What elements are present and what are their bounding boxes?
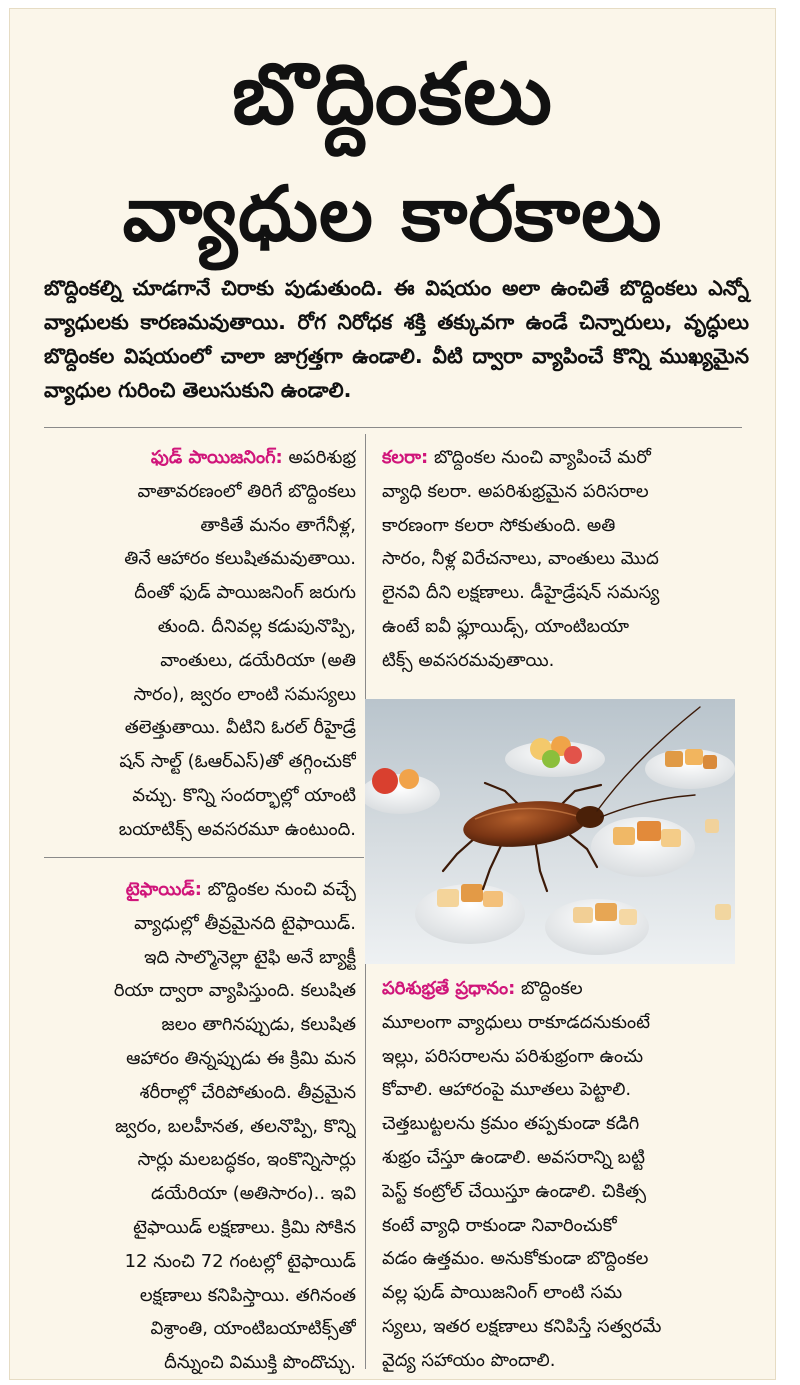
headline-line-1: బొద్దింకలు [232,45,553,143]
section-text-line: తినే ఆహారం కలుషితమవుతాయి. [124,548,356,570]
section-heading-food-poisoning: ఫుడ్ పాయిజనింగ్: [150,447,283,468]
section-heading-cholera: కలరా: [382,447,429,468]
section-text-line: బొద్దింకల నుంచి వ్యాపించే మరో [433,447,651,468]
section-text-line: బయాటిక్స్ అవసరమూ ఉంటుంది. [118,818,356,840]
section-text-line: మూలంగా వ్యాధులు రాకూడదనుకుంటే [382,1011,650,1033]
section-text-line: జ్వరం, బలహీనత, తలనొప్పి, కొన్ని [115,1115,356,1137]
section-text-line: కారణంగా కలరా సోకుతుంది. అతి [382,514,616,536]
section-text-line: వైద్య సహాయం పొందాలి. [382,1349,556,1371]
section-text-line: శరీరాల్లో చేరిపోతుంది. తీవ్రమైన [139,1081,356,1103]
section-text-line: శుభ్రం చేస్తూ ఉండాలి. అవసరాన్ని బట్టి [382,1146,646,1168]
section-text-line: 12 నుంచి 72 గంటల్లో టైఫాయిడ్ [124,1250,356,1272]
section-text-line: సారం, నీళ్ల విరేచనాలు, వాంతులు మొద [382,548,659,570]
cockroach-food-illustration [365,699,735,964]
section-heading-typhoid: టైఫాయిడ్: [125,879,202,900]
section-heading-hygiene: పరిశుభ్రతే ప్రధానం: [382,978,516,999]
section-text-line: కోవాలి. ఆహారంపై మూతలు పెట్టాలి. [382,1079,632,1101]
newspaper-clipping [9,8,776,1380]
divider-left-sections [44,857,364,858]
section-hygiene [382,972,737,1378]
section-text-line: లైనవి దీని లక్షణాలు. డీహైడ్రేషన్ సమస్య [382,582,660,604]
section-text-line: సార్లు మలబద్ధకం, ఇంకొన్నిసార్లు [137,1149,356,1171]
section-food-poisoning [44,441,356,847]
section-text-line: టిక్స్ అవసరమవుతాయి. [382,649,555,671]
section-text-line: కంటే వ్యాధి రాకుండా నివారించుకో [382,1214,617,1236]
section-text-line: తాకితే మనం తాగేనీళ్ల, [200,514,356,536]
section-text-line: వడం ఉత్తమం. అనుకోకుండా బొద్దింకల [382,1248,649,1270]
section-text-line: విశ్రాంతి, యాంటిబయాటిక్స్‌తో [150,1318,356,1340]
section-text-line: పెస్ట్ కంట్రోల్ చేయిస్తూ ఉండాలి. చికిత్స [382,1180,647,1202]
section-text-line: అపరిశుభ్ర [288,447,356,468]
headline-line-2: వ్యాధుల కారకాలు [122,169,663,258]
section-text-line: బొద్దింకల నుంచి వచ్చే [207,879,356,900]
section-text-line: స్యలు, ఇతర లక్షణాలు కనిపిస్తే సత్వరమే [382,1315,662,1337]
section-text-line: వల్ల ఫుడ్ పాయిజనింగ్ లాంటి సమ [382,1282,623,1304]
section-text-line: జలం తాగినప్పుడు, కలుషిత [161,1014,356,1036]
intro-paragraph: బొద్దింకల్ని చూడగానే చిరాకు పుడుతుంది. ఈ విషయం అలా ఉంచితే బొద్దింకలు ఎన్నో వ్యాధులకు కారణమవుతాయి. రోగ నిరోధక శక్తి తక్కువగా ఉండే చిన్నారులు, వృద్ధులు బొద్దింకల విషయంలో చాలా జాగ్రత్తగా ఉండాలి. వీటి ద్వారా వ్యాపించే కొన్ని ముఖ్యమైన వ్యాధుల గురించి తెలుసుకుని ఉండాలి. [44,276,749,402]
section-text-line: తుంది. దీనివల్ల కడుపునొప్పి, [157,615,356,637]
section-text-line: ఆహారం తిన్నప్పుడు ఈ క్రిమి మన [126,1047,356,1069]
section-text-line: రియా ద్వారా వ్యాపిస్తుంది. కలుషిత [113,980,356,1002]
section-text-line: చెత్తబుట్టలను క్రమం తప్పకుండా కడిగి [382,1113,640,1135]
section-text-line: ఇల్లు, పరిసరాలను పరిశుభ్రంగా ఉంచు [382,1045,644,1067]
section-text-line: దీంతో ఫుడ్ పాయిజనింగ్ జరుగు [134,582,356,604]
section-cholera [382,441,737,678]
section-text-line: డయేరియా (అతిసారం).. ఇవి [150,1183,356,1205]
section-text-line: వచ్చు. కొన్ని సందర్భాల్లో యాంటి [132,784,356,806]
section-text-line: వ్యాధుల్లో తీవ్రమైనది టైఫాయిడ్. [134,912,356,934]
divider-under-intro [44,427,742,428]
section-text-line: లక్షణాలు కనిపిస్తాయి. తగినంత [139,1284,356,1306]
section-text-line: వాంతులు, డయేరియా (అతి [160,649,356,671]
section-text-line: వ్యాధి కలరా. అపరిశుభ్రమైన పరిసరాల [382,480,649,502]
section-text-line: తలెత్తుతాయి. వీటిని ఓరల్ రీహైడ్రే [124,717,356,739]
section-text-line: ఉంటే ఐవీ ఫ్లూయిడ్స్, యాంటిబయా [382,615,630,637]
section-text-line: ఇది సాల్మొనెల్లా టైఫి అనే బ్యాక్టీ [144,946,356,968]
section-typhoid [44,873,356,1380]
section-text-line: సారం), జ్వరం లాంటి సమస్యలు [133,683,356,705]
section-text-line: దీన్నుంచి విముక్తి పొందొచ్చు. [164,1352,356,1374]
section-text-line: షన్ సాల్ట్ (ఓఆర్ఎస్)తో తగ్గించుకో [119,751,356,773]
section-text-line: వాతావరణంలో తిరిగే బొద్దింకలు [137,480,356,502]
section-text-line: బొద్దింకల [521,978,583,999]
section-text-line: టైఫాయిడ్ లక్షణాలు. క్రిమి సోకిన [133,1216,356,1238]
